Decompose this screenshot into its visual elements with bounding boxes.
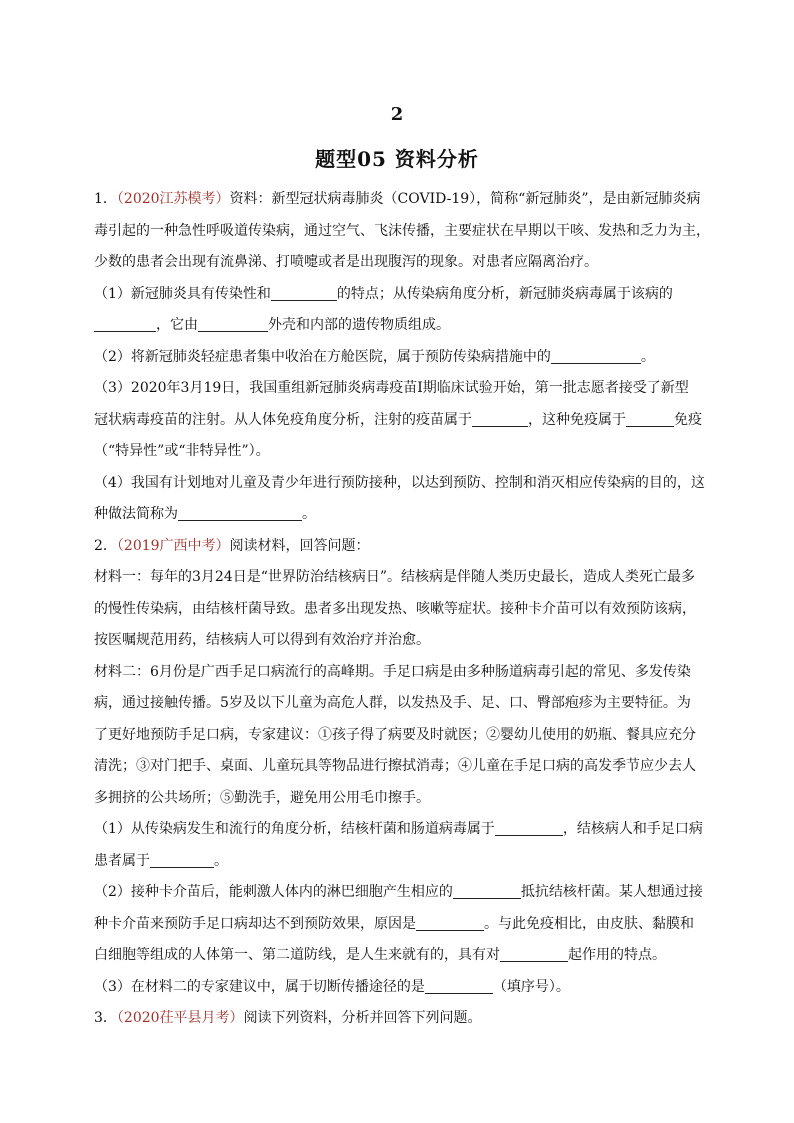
q2-material2-line4: 清洗；③对门把手、桌面、儿童玩具等物品进行擦拭消毒；④儿童在手足口病的高发季节应少去人 [94, 758, 696, 774]
q1-part4-line1: （4）我国有计划地对儿童及青少年进行预防接种，以达到预防、控制和消灭相应传染病的目的，这 [94, 474, 705, 491]
page-number: 2 [390, 104, 404, 125]
q2-material2-line5: 多拥挤的公共场所；⑤勤洗手，避免用公用毛巾擦手。 [94, 789, 430, 806]
q2-material2-line1: 材料二：6月份是广西手足口病流行的高峰期。手足口病是由多种肠道病毒引起的常见、多发传染 [94, 663, 691, 680]
q1-part3-line2: 冠状病毒疫苗的注射。从人体免疫角度分析，注射的疫苗属于 ，这种免疫属于 免疫 [94, 411, 702, 428]
q1-line-2: 毒引起的一种急性呼吸道传染病，通过空气、飞沫传播，主要症状在早期以干咳、发热和乏力为主， [94, 222, 710, 239]
q3-source: （2020茌平县月考） [116, 1010, 244, 1026]
q2-material2-line2: 病，通过接触传播。5岁及以下儿童为高危人群，以发热及手、足、口、臀部疱疹为主要特征。为 [94, 695, 691, 711]
q1-line-3: 少数的患者会出现有流鼻涕、打喷嚏或者是出现腹泻的现象。对患者应隔离治疗。 [94, 254, 598, 270]
q2-part3: （3）在材料二的专家建议中，属于切断传播途径的是 （填序号）。 [94, 978, 570, 995]
q1-part3-line3: （“特异性”或“非特异性”）。 [94, 443, 270, 459]
q1-source: （2020江苏模考） [116, 191, 230, 207]
answer-blank[interactable] [551, 347, 641, 364]
q1-part1-line1: （1）新冠肺炎具有传染性和 的特点；从传染病角度分析，新冠肺炎病毒属于该病的 [94, 285, 673, 302]
answer-blank[interactable] [271, 284, 337, 301]
q2-part1-line2: 患者属于 。 [94, 852, 228, 869]
q2-part2-line2: 种卡介苗来预防手足口病却达不到预防效果，原因是 。与此免疫相比，由皮肤、黏膜和 [94, 915, 694, 932]
q2-material1-line2: 的慢性传染病，由结核杆菌导致。患者多出现发热、咳嗽等症状。接种卡介苗可以有效预防该病， [94, 600, 696, 617]
q1-part2: （2）将新冠肺炎轻症患者集中收治在方舱医院，属于预防传染病措施中的 。 [94, 348, 655, 365]
answer-blank[interactable] [472, 410, 528, 427]
answer-blank[interactable] [626, 410, 674, 427]
q2-part1-line1: （1）从传染病发生和流行的角度分析，结核杆菌和肠道病毒属于 ，结核病人和手足口病 [94, 821, 703, 837]
q3-number: 3． [94, 1010, 117, 1026]
q2-material2-line3: 了更好地预防手足口病，专家建议：①孩子得了病要及时就医；②婴幼儿使用的奶瓶、餐具应充分 [94, 726, 696, 743]
answer-blank[interactable] [198, 315, 268, 332]
q2-line-1: 2．（2019广西中考）阅读材料，回答问题： [94, 537, 370, 554]
document-body [94, 184, 710, 1035]
q1-part3-line1: （3）2020年3月19日，我国重组新冠肺炎病毒疫苗Ⅰ期临床试验开始，第一批志愿者接受了新型 [94, 380, 689, 396]
answer-blank[interactable] [453, 882, 521, 899]
q2-source: （2019广西中考） [116, 537, 230, 554]
q1-part1-line2: ，它由 外壳和内部的遗传物质组成。 [94, 310, 704, 342]
answer-blank[interactable] [416, 914, 484, 931]
answer-blank[interactable] [425, 977, 493, 994]
q2-material1-line1: 材料一：每年的3月24日是“世界防治结核病日”。结核病是伴随人类历史最长，造成人类死亡最多 [94, 569, 696, 585]
q1-line-1 [94, 184, 704, 216]
q2-material1-line3: 按医嘱规范用药，结核病人可以得到有效治疗并治愈。 [94, 632, 430, 648]
q2-part2-line3: 白细胞等组成的人体第一、第二道防线，是人生来就有的，具有对 起作用的特点。 [94, 947, 666, 963]
answer-blank[interactable] [178, 504, 302, 521]
answer-blank[interactable] [150, 851, 214, 868]
q1-part4-line2: 种做法简称为 。 [94, 506, 316, 522]
q3-line-1: 3．（2020茌平县月考）阅读下列资料，分析并回答下列问题。 [94, 1010, 482, 1026]
q1-number: 1． [94, 191, 117, 207]
q2-part2-line1: （2）接种卡介苗后，能刺激人体内的淋巴细胞产生相应的 抵抗结核杆菌。某人想通过接 [94, 884, 703, 900]
answer-blank[interactable] [500, 945, 568, 962]
q1-text: 资料：新型冠状病毒肺炎（COVID-19），简称“新冠肺炎”，是由新冠肺炎病 [229, 191, 701, 207]
answer-blank[interactable] [94, 315, 156, 332]
section-title: 题型05 资料分析 [315, 147, 479, 171]
answer-blank[interactable] [495, 819, 563, 836]
q2-number: 2． [94, 537, 117, 554]
